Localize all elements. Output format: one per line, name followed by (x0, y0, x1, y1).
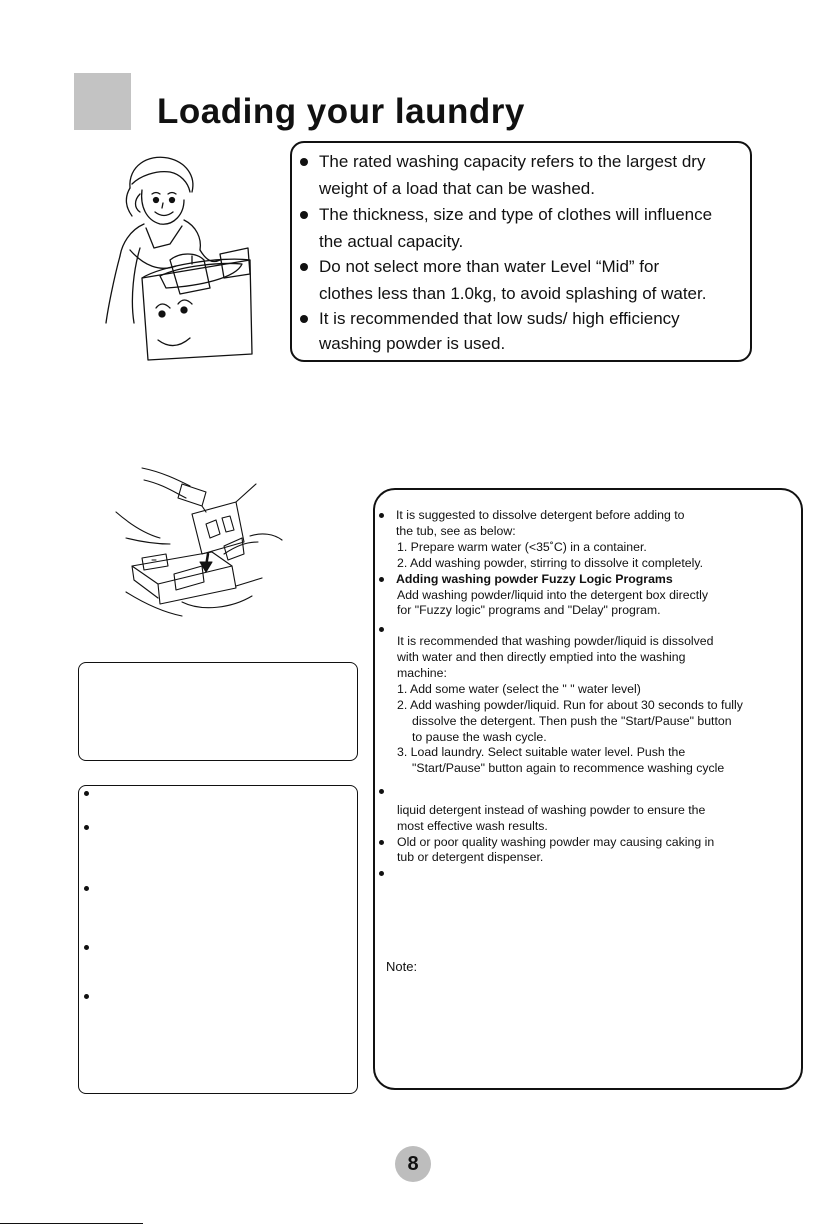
bullet (84, 994, 89, 999)
bullet (379, 513, 384, 518)
page-title: Loading your laundry (157, 92, 525, 131)
bullet (300, 158, 308, 166)
instruction-line-7: for "Fuzzy logic" programs and "Delay" program. (397, 603, 661, 617)
capacity-note-1-line-2: weight of a load that can be washed. (319, 179, 595, 198)
bullet (84, 945, 89, 950)
bullet (379, 577, 384, 582)
capacity-note-2-line-1: The thickness, size and type of clothes will influence (319, 205, 713, 224)
capacity-notes-box (290, 141, 752, 362)
bullet (84, 825, 89, 830)
capacity-note-3-line-1: Do not select more than water Level “Mid” for (319, 257, 660, 276)
instruction-line-6: Add washing powder/liquid into the detergent box directly (397, 588, 709, 602)
section-marker (74, 73, 131, 130)
capacity-note-1-line-1: The rated washing capacity refers to the largest dry (319, 152, 706, 171)
bullet (379, 871, 384, 876)
bullet (84, 886, 89, 891)
capacity-note-3-line-2: clothes less than 1.0kg, to avoid splashing of water. (319, 284, 707, 303)
instruction-line-20: tub or detergent dispenser. (397, 850, 544, 864)
bullet (379, 840, 384, 845)
page-number: 8 (395, 1146, 431, 1182)
instruction-line-19: Old or poor quality washing powder may causing caking in (397, 835, 715, 849)
capacity-note-4-line-1: It is recommended that low suds/ high efficiency (319, 309, 680, 328)
instruction-line-2: the tub, see as below: (396, 524, 516, 538)
bullet (379, 627, 384, 632)
empty-bullet-box (78, 785, 358, 1094)
capacity-note-2-line-2: the actual capacity. (319, 232, 464, 251)
instruction-line-17: liquid detergent instead of washing powder to ensure the (397, 803, 706, 817)
instruction-line-13: dissolve the detergent. Then push the "Start/Pause" button (412, 714, 732, 728)
instruction-line-4: 2. Add washing powder, stirring to dissolve it completely. (397, 556, 703, 570)
instruction-heading-fuzzy-logic: Adding washing powder Fuzzy Logic Programs (396, 572, 673, 586)
instruction-line-18: most effective wash results. (397, 819, 548, 833)
instruction-line-12: 2. Add washing powder/liquid. Run for about 30 seconds to fully (397, 698, 743, 712)
instruction-line-15: 3. Load laundry. Select suitable water level. Push the (397, 745, 686, 759)
instruction-line-16: "Start/Pause" button again to recommence washing cycle (412, 761, 725, 775)
detergent-dispenser-illustration (112, 462, 287, 624)
instruction-line-14: to pause the wash cycle. (412, 730, 547, 744)
bullet (300, 315, 308, 323)
instruction-line-8: It is recommended that washing powder/liquid is dissolved (397, 634, 714, 648)
bullet (300, 263, 308, 271)
instruction-line-1: It is suggested to dissolve detergent before adding to (396, 508, 685, 522)
footer-rule (0, 1223, 143, 1224)
bullet (300, 211, 308, 219)
instruction-line-9: with water and then directly emptied into the washing (397, 650, 686, 664)
note-label: Note: (386, 959, 418, 974)
bullet (379, 789, 384, 794)
instruction-line-11: 1. Add some water (select the " " water level) (397, 682, 641, 696)
instruction-line-10: machine: (397, 666, 447, 680)
empty-note-box (78, 662, 358, 761)
woman-loading-laundry-illustration (100, 148, 260, 363)
bullet (84, 791, 89, 796)
instruction-line-3: 1. Prepare warm water (<35˚C) in a container. (397, 540, 647, 554)
capacity-note-4-line-2: washing powder is used. (319, 334, 506, 353)
